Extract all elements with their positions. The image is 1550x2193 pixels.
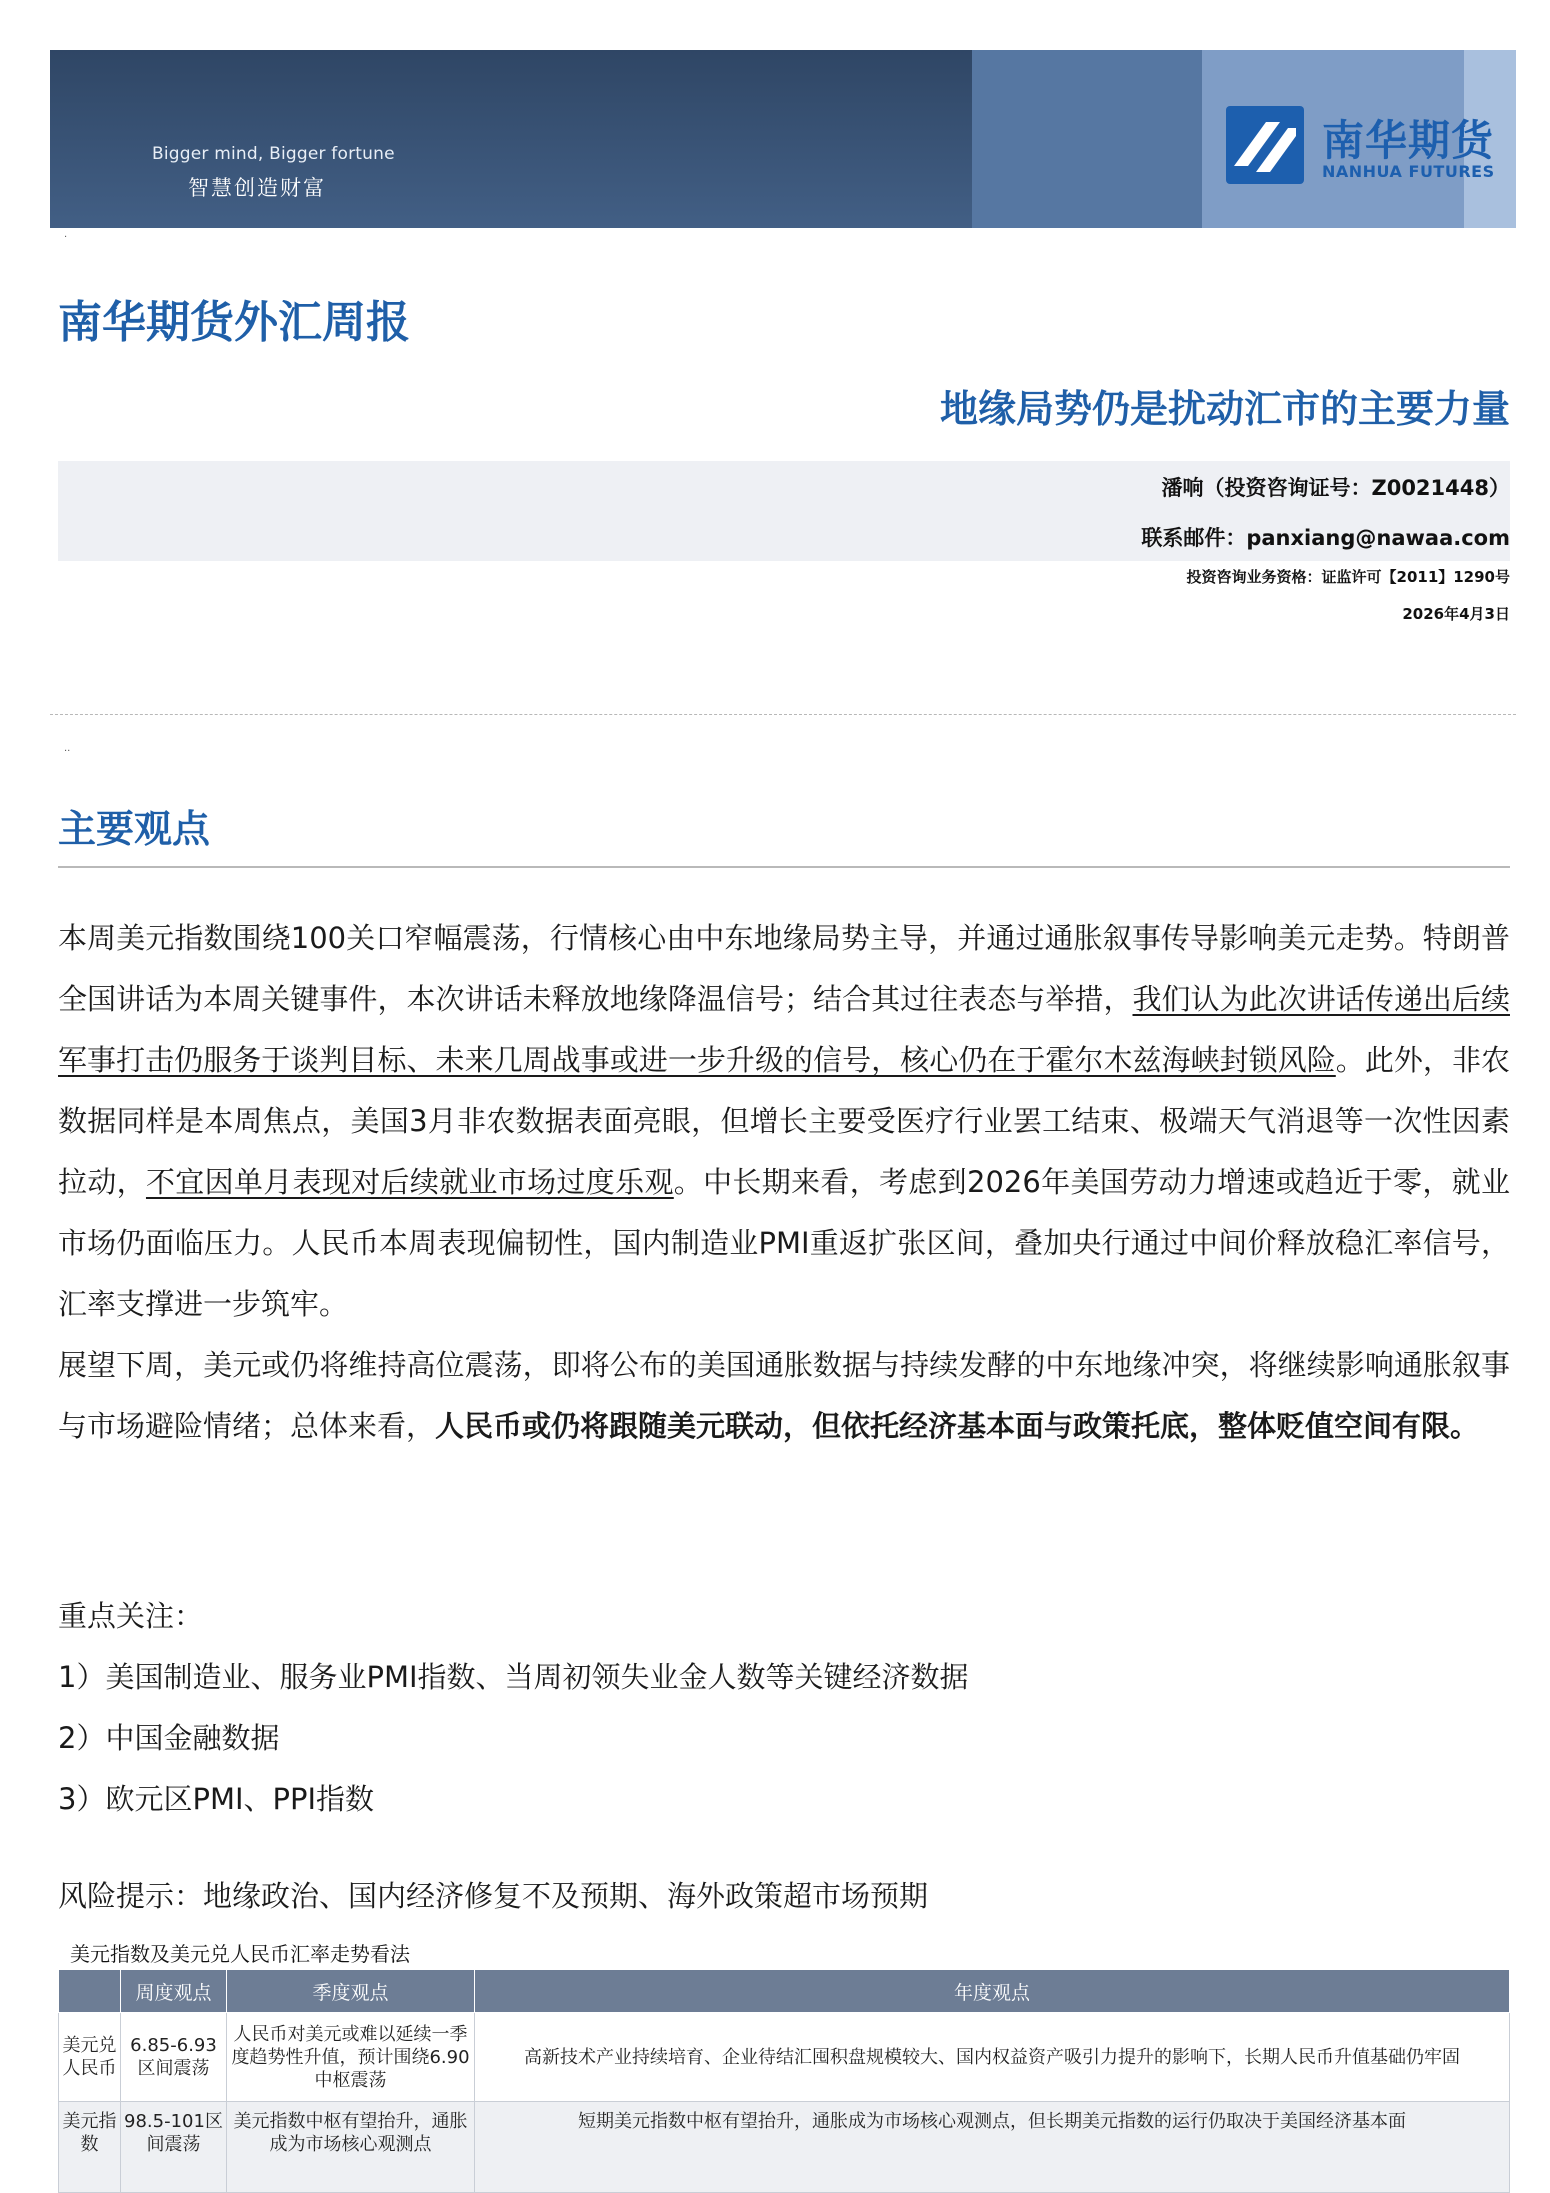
summary-underlined-text: 我们认为此次讲话传递出后续军事打击仍服务于谈判目标、未来几周战事或进一步升级的信号，核心仍在于霍尔木兹海峡封锁风险	[58, 982, 1510, 1077]
outlook-table	[58, 1969, 1510, 2193]
section-rule	[58, 866, 1510, 868]
table-header-row	[59, 1970, 1510, 2013]
banner-band-mid	[972, 50, 1202, 228]
table-cell-quarterly: 人民币对美元或难以延续一季度趋势性升值，预计围绕6.90中枢震荡	[227, 2013, 475, 2102]
outlook-text: 展望下周，美元或仍将维持高位震荡，即将公布的美国通胀数据与持续发酵的中东地缘冲突，将继续影响通胀叙事与市场避险情绪；总体来看，	[58, 1348, 1510, 1443]
decorative-dot: ·	[64, 232, 68, 243]
table-header-cell	[59, 1970, 121, 2013]
table-cell-quarterly: 美元指数中枢有望抬升，通胀成为市场核心观测点	[227, 2102, 475, 2193]
focus-list-item: 3）欧元区PMI、PPI指数	[58, 1782, 375, 1816]
report-subtitle: 地缘局势仍是扰动汇市的主要力量	[939, 387, 1510, 431]
table-cell-weekly: 6.85-6.93区间震荡	[121, 2013, 227, 2102]
summary-text: 本周美元指数围绕100关口窄幅震荡，行情核心由中东地缘局势主导，并通过通胀叙事传导影响美元走势。特朗普全国讲话为本周关键事件，本次讲话未释放地缘降温信号；结合其过往表态与举措，	[58, 921, 1510, 1016]
table-cell-annual: 高新技术产业持续培育、企业待结汇囤积盘规模较大、国内权益资产吸引力提升的影响下，长期人民币升值基础仍牢固	[475, 2013, 1510, 2102]
nanhua-logo-icon	[1226, 106, 1304, 184]
logo-wordmark-english: NANHUA FUTURES	[1322, 162, 1495, 181]
outlook-paragraph	[58, 1335, 1510, 1457]
slogan-english: Bigger mind, Bigger fortune	[152, 144, 395, 164]
focus-list-item: 2）中国金融数据	[58, 1721, 280, 1755]
author-email: 联系邮件：panxiang@nawaa.com	[1141, 526, 1510, 550]
section-divider	[50, 714, 1516, 715]
table-cell-name: 美元指数	[59, 2102, 121, 2193]
author-license: 投资咨询业务资格：证监许可【2011】1290号	[1186, 568, 1510, 586]
table-header-cell: 年度观点	[475, 1970, 1510, 2013]
summary-underlined-text: 不宜因单月表现对后续就业市场过度乐观	[145, 1165, 674, 1199]
table-cell-annual: 短期美元指数中枢有望抬升，通胀成为市场核心观测点，但长期美元指数的运行仍取决于美国经济基本面	[475, 2102, 1510, 2193]
focus-list-item: 1）美国制造业、服务业PMI指数、当周初领失业金人数等关键经济数据	[58, 1660, 969, 1694]
table-cell-weekly: 98.5-101区间震荡	[121, 2102, 227, 2193]
risk-warning: 风险提示：地缘政治、国内经济修复不及预期、海外政策超市场预期	[58, 1879, 929, 1913]
slogan-chinese: 智慧创造财富	[188, 176, 326, 200]
table-row	[59, 2013, 1510, 2102]
header-banner	[50, 50, 1516, 228]
outlook-bold-text: 人民币或仍将跟随美元联动，但依托经济基本面与政策托底，整体贬值空间有限。	[435, 1409, 1480, 1443]
logo-wordmark-chinese: 南华期货	[1322, 116, 1495, 165]
focus-heading: 重点关注：	[58, 1599, 204, 1633]
report-title: 南华期货外汇周报	[58, 297, 410, 348]
summary-paragraph	[58, 908, 1510, 1335]
report-date: 2026年4月3日	[1402, 605, 1510, 623]
summary-text: 。中长期来看，考虑到2026年美国劳动力增速或趋近于零，就业市场仍面临压力。人民币本周表现偏韧性，国内制造业PMI重返扩张区间，叠加央行通过中间价释放稳汇率信号，汇率支撑进一步筑牢。	[58, 1165, 1510, 1321]
table-row	[59, 2102, 1510, 2193]
author-name: 潘响（投资咨询证号：Z0021448）	[1161, 476, 1510, 500]
summary-text: 。此外，非农数据同样是本周焦点，美国3月非农数据表面亮眼，但增长主要受医疗行业罢工结束、极端天气消退等一次性因素拉动，	[58, 1043, 1510, 1199]
decorative-dots: ··	[64, 746, 71, 757]
section-title: 主要观点	[58, 807, 211, 851]
table-caption: 美元指数及美元兑人民币汇率走势看法	[70, 1942, 410, 1966]
table-header-cell: 季度观点	[227, 1970, 475, 2013]
table-cell-name: 美元兑人民币	[59, 2013, 121, 2102]
table-header-cell: 周度观点	[121, 1970, 227, 2013]
